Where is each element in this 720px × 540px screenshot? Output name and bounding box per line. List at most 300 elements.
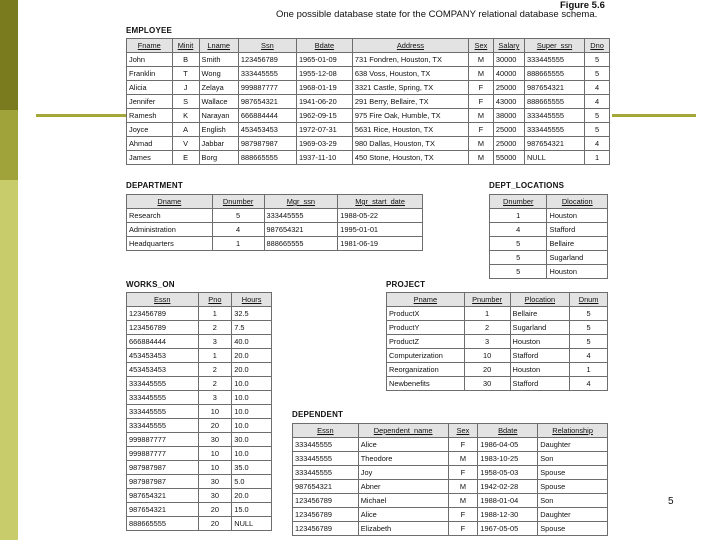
- table-cell: 4: [570, 349, 608, 363]
- column-header: Hours: [232, 293, 272, 307]
- table-cell: 333445555: [127, 419, 199, 433]
- table-cell: 5: [585, 53, 610, 67]
- table-cell: 987987987: [127, 475, 199, 489]
- table-cell: 123456789: [293, 494, 359, 508]
- table-cell: 30000: [493, 53, 524, 67]
- table-cell: Spouse: [538, 480, 608, 494]
- column-header: Relationship: [538, 424, 608, 438]
- table-cell: 1937-11-10: [296, 151, 352, 165]
- table-cell: Bellaire: [510, 307, 570, 321]
- table-cell: 1981-06-19: [338, 237, 423, 251]
- table-cell: Zelaya: [199, 81, 238, 95]
- dependent-header-row: [293, 424, 608, 438]
- table-cell: 10.0: [232, 391, 272, 405]
- table-cell: 123456789: [127, 307, 199, 321]
- table-cell: NULL: [524, 151, 584, 165]
- table-cell: 123456789: [293, 508, 359, 522]
- table-cell: 20: [198, 503, 232, 517]
- column-header: Bdate: [478, 424, 538, 438]
- table-cell: Sugarland: [510, 321, 570, 335]
- table-cell: 1: [464, 307, 510, 321]
- table-cell: 1988-05-22: [338, 209, 423, 223]
- column-header: Pno: [198, 293, 232, 307]
- table-row: [127, 391, 272, 405]
- table-row: [293, 508, 608, 522]
- table-cell: 987654321: [238, 95, 296, 109]
- table-cell: 1962-09-15: [296, 109, 352, 123]
- table-cell: 20.0: [232, 489, 272, 503]
- table-row: [293, 438, 608, 452]
- table-row: [127, 237, 423, 251]
- slide-side-bar-light: [0, 180, 18, 540]
- table-cell: 4: [570, 377, 608, 391]
- table-cell: 333445555: [293, 438, 359, 452]
- table-cell: Alice: [358, 438, 448, 452]
- table-row: [127, 53, 610, 67]
- table-cell: 333445555: [524, 109, 584, 123]
- table-cell: J: [172, 81, 199, 95]
- table-cell: 333445555: [238, 67, 296, 81]
- table-cell: Bellaire: [547, 237, 608, 251]
- table-cell: 15.0: [232, 503, 272, 517]
- table-cell: 5: [585, 109, 610, 123]
- table-cell: 10.0: [232, 405, 272, 419]
- table-cell: 453453453: [238, 123, 296, 137]
- table-cell: 4: [490, 223, 547, 237]
- table-cell: Narayan: [199, 109, 238, 123]
- table-cell: Administration: [127, 223, 213, 237]
- table-cell: 1: [585, 151, 610, 165]
- column-header: Dno: [585, 39, 610, 53]
- table-cell: 43000: [493, 95, 524, 109]
- table-cell: 30: [198, 433, 232, 447]
- table-cell: 38000: [493, 109, 524, 123]
- table-cell: Headquarters: [127, 237, 213, 251]
- table-cell: F: [448, 466, 478, 480]
- department-table: [126, 194, 423, 251]
- table-row: [293, 466, 608, 480]
- table-row: [387, 335, 608, 349]
- table-cell: 1968-01-19: [296, 81, 352, 95]
- slide-rule-left: [36, 114, 126, 117]
- table-cell: K: [172, 109, 199, 123]
- column-header: Dnumber: [490, 195, 547, 209]
- table-row: [490, 223, 608, 237]
- table-cell: Research: [127, 209, 213, 223]
- table-cell: Franklin: [127, 67, 173, 81]
- department-header-row: [127, 195, 423, 209]
- table-cell: 5: [585, 67, 610, 81]
- table-cell: M: [468, 53, 493, 67]
- table-row: [127, 447, 272, 461]
- table-cell: Reorganization: [387, 363, 465, 377]
- table-cell: Jabbar: [199, 137, 238, 151]
- table-cell: 999887777: [127, 433, 199, 447]
- column-header: Bdate: [296, 39, 352, 53]
- column-header: Dnumber: [212, 195, 264, 209]
- table-cell: Wong: [199, 67, 238, 81]
- table-cell: 10: [198, 405, 232, 419]
- table-cell: 333445555: [264, 209, 338, 223]
- slide-side-bar-accent: [0, 110, 18, 180]
- table-cell: 1965-01-09: [296, 53, 352, 67]
- table-cell: Stafford: [547, 223, 608, 237]
- table-cell: Ramesh: [127, 109, 173, 123]
- column-header: Sex: [468, 39, 493, 53]
- department-title: DEPARTMENT: [126, 181, 183, 190]
- table-cell: Spouse: [538, 466, 608, 480]
- column-header: Mgr_start_date: [338, 195, 423, 209]
- table-row: [293, 452, 608, 466]
- table-cell: 1942-02-28: [478, 480, 538, 494]
- column-header: Ssn: [238, 39, 296, 53]
- table-cell: 30: [198, 489, 232, 503]
- table-cell: James: [127, 151, 173, 165]
- employee-title: EMPLOYEE: [126, 26, 173, 35]
- table-cell: Son: [538, 494, 608, 508]
- table-cell: 1: [198, 349, 232, 363]
- table-cell: 291 Berry, Bellaire, TX: [352, 95, 468, 109]
- table-cell: 980 Dallas, Houston, TX: [352, 137, 468, 151]
- table-cell: 888665555: [524, 95, 584, 109]
- table-row: [127, 405, 272, 419]
- table-cell: 987654321: [293, 480, 359, 494]
- table-row: [387, 377, 608, 391]
- table-cell: S: [172, 95, 199, 109]
- table-cell: Wallace: [199, 95, 238, 109]
- table-cell: ProductZ: [387, 335, 465, 349]
- figure-caption: One possible database state for the COMPANY relational database schema.: [276, 9, 598, 20]
- table-row: [387, 363, 608, 377]
- table-cell: 123456789: [293, 522, 359, 536]
- table-cell: 666884444: [238, 109, 296, 123]
- table-cell: 987987987: [127, 461, 199, 475]
- table-cell: Borg: [199, 151, 238, 165]
- table-row: [127, 461, 272, 475]
- table-cell: 1969-03-29: [296, 137, 352, 151]
- project-title: PROJECT: [386, 280, 426, 289]
- table-cell: Theodore: [358, 452, 448, 466]
- table-cell: 4: [212, 223, 264, 237]
- table-cell: A: [172, 123, 199, 137]
- column-header: Dnum: [570, 293, 608, 307]
- table-cell: 987987987: [238, 137, 296, 151]
- table-cell: M: [448, 452, 478, 466]
- table-cell: 10: [198, 447, 232, 461]
- table-cell: T: [172, 67, 199, 81]
- table-cell: 25000: [493, 123, 524, 137]
- table-cell: 5: [490, 237, 547, 251]
- table-row: [387, 307, 608, 321]
- column-header: Dependent_name: [358, 424, 448, 438]
- table-cell: 333445555: [293, 452, 359, 466]
- table-row: [127, 363, 272, 377]
- table-row: [127, 95, 610, 109]
- table-cell: V: [172, 137, 199, 151]
- table-cell: 453453453: [127, 363, 199, 377]
- table-cell: 1988-12-30: [478, 508, 538, 522]
- table-cell: 333445555: [524, 123, 584, 137]
- table-cell: Joyce: [127, 123, 173, 137]
- table-cell: 1: [570, 363, 608, 377]
- column-header: Pnumber: [464, 293, 510, 307]
- table-cell: 10.0: [232, 377, 272, 391]
- table-cell: 20: [464, 363, 510, 377]
- table-cell: 2: [198, 363, 232, 377]
- table-row: [127, 489, 272, 503]
- table-cell: M: [468, 67, 493, 81]
- table-row: [127, 209, 423, 223]
- table-cell: John: [127, 53, 173, 67]
- table-row: [127, 517, 272, 531]
- table-row: [127, 335, 272, 349]
- table-cell: 1972-07-31: [296, 123, 352, 137]
- table-cell: 3: [198, 391, 232, 405]
- table-row: [490, 237, 608, 251]
- table-cell: 25000: [493, 81, 524, 95]
- table-cell: Daughter: [538, 508, 608, 522]
- column-header: Dlocation: [547, 195, 608, 209]
- table-cell: Ahmad: [127, 137, 173, 151]
- table-cell: Son: [538, 452, 608, 466]
- column-header: Essn: [293, 424, 359, 438]
- table-cell: 999887777: [127, 447, 199, 461]
- table-cell: 4: [585, 95, 610, 109]
- table-cell: 888665555: [524, 67, 584, 81]
- table-row: [127, 419, 272, 433]
- table-row: [293, 480, 608, 494]
- column-header: Essn: [127, 293, 199, 307]
- table-cell: M: [468, 109, 493, 123]
- table-cell: M: [468, 151, 493, 165]
- table-cell: 10: [464, 349, 510, 363]
- table-cell: 25000: [493, 137, 524, 151]
- dept-locations-title: DEPT_LOCATIONS: [489, 181, 565, 190]
- table-cell: 666884444: [127, 335, 199, 349]
- works-on-table: [126, 292, 272, 531]
- employee-header-row: [127, 39, 610, 53]
- column-header: Sex: [448, 424, 478, 438]
- table-cell: English: [199, 123, 238, 137]
- table-cell: Michael: [358, 494, 448, 508]
- table-cell: 5: [490, 251, 547, 265]
- table-cell: 40.0: [232, 335, 272, 349]
- table-row: [387, 321, 608, 335]
- table-cell: F: [448, 438, 478, 452]
- table-cell: 5: [570, 307, 608, 321]
- column-header: Lname: [199, 39, 238, 53]
- table-cell: 7.5: [232, 321, 272, 335]
- table-cell: 10: [198, 461, 232, 475]
- works-on-title: WORKS_ON: [126, 280, 175, 289]
- dependent-title: DEPENDENT: [292, 410, 344, 419]
- table-cell: 731 Fondren, Houston, TX: [352, 53, 468, 67]
- table-cell: Joy: [358, 466, 448, 480]
- page-number: 5: [668, 496, 674, 507]
- table-cell: 5631 Rice, Houston, TX: [352, 123, 468, 137]
- dependent-table: [292, 423, 608, 536]
- project-header-row: [387, 293, 608, 307]
- table-row: [490, 209, 608, 223]
- table-cell: 20: [198, 517, 232, 531]
- table-cell: Houston: [547, 265, 608, 279]
- table-cell: 987654321: [127, 503, 199, 517]
- table-cell: 987654321: [127, 489, 199, 503]
- table-cell: 638 Voss, Houston, TX: [352, 67, 468, 81]
- table-row: [127, 475, 272, 489]
- table-cell: 999887777: [238, 81, 296, 95]
- table-row: [127, 67, 610, 81]
- table-cell: 1986-04-05: [478, 438, 538, 452]
- table-row: [127, 377, 272, 391]
- table-cell: Jennifer: [127, 95, 173, 109]
- table-cell: 3321 Castle, Spring, TX: [352, 81, 468, 95]
- table-cell: 32.5: [232, 307, 272, 321]
- dept-locations-table: [489, 194, 608, 279]
- table-row: [127, 307, 272, 321]
- table-cell: 450 Stone, Houston, TX: [352, 151, 468, 165]
- table-cell: 30.0: [232, 433, 272, 447]
- table-row: [127, 321, 272, 335]
- table-cell: F: [468, 123, 493, 137]
- table-cell: 333445555: [524, 53, 584, 67]
- table-row: [387, 349, 608, 363]
- table-cell: 40000: [493, 67, 524, 81]
- table-cell: NULL: [232, 517, 272, 531]
- table-row: [127, 223, 423, 237]
- table-cell: 1: [212, 237, 264, 251]
- column-header: Fname: [127, 39, 173, 53]
- table-cell: 123456789: [238, 53, 296, 67]
- table-cell: 3: [198, 335, 232, 349]
- table-cell: 4: [585, 81, 610, 95]
- table-cell: 5.0: [232, 475, 272, 489]
- table-row: [127, 81, 610, 95]
- table-row: [127, 109, 610, 123]
- table-row: [293, 522, 608, 536]
- table-cell: 2: [198, 321, 232, 335]
- column-header: Plocation: [510, 293, 570, 307]
- table-cell: ProductY: [387, 321, 465, 335]
- table-cell: Stafford: [510, 349, 570, 363]
- table-row: [490, 265, 608, 279]
- table-cell: Abner: [358, 480, 448, 494]
- table-cell: 888665555: [264, 237, 338, 251]
- table-cell: F: [468, 95, 493, 109]
- table-cell: 20.0: [232, 349, 272, 363]
- table-cell: 30: [198, 475, 232, 489]
- table-cell: Stafford: [510, 377, 570, 391]
- table-cell: 987654321: [524, 137, 584, 151]
- table-cell: 5: [585, 123, 610, 137]
- table-row: [490, 251, 608, 265]
- slide-rule-right: [612, 114, 696, 117]
- table-cell: 888665555: [127, 517, 199, 531]
- column-header: Salary: [493, 39, 524, 53]
- table-cell: 333445555: [127, 391, 199, 405]
- table-cell: F: [448, 522, 478, 536]
- column-header: Dname: [127, 195, 213, 209]
- dept-locations-header-row: [490, 195, 608, 209]
- table-cell: Sugarland: [547, 251, 608, 265]
- table-cell: 1: [490, 209, 547, 223]
- table-cell: 1995-01-01: [338, 223, 423, 237]
- table-cell: Computerization: [387, 349, 465, 363]
- table-row: [127, 503, 272, 517]
- figure-number: Figure 5.6: [560, 0, 605, 11]
- table-cell: Spouse: [538, 522, 608, 536]
- table-cell: Daughter: [538, 438, 608, 452]
- table-cell: Houston: [510, 363, 570, 377]
- table-cell: Smith: [199, 53, 238, 67]
- table-cell: 975 Fire Oak, Humble, TX: [352, 109, 468, 123]
- table-cell: 10.0: [232, 447, 272, 461]
- table-cell: Alicia: [127, 81, 173, 95]
- table-row: [127, 123, 610, 137]
- table-cell: 20.0: [232, 363, 272, 377]
- table-row: [127, 349, 272, 363]
- employee-table: [126, 38, 610, 165]
- table-cell: Houston: [510, 335, 570, 349]
- table-cell: 1941-06-20: [296, 95, 352, 109]
- table-cell: 5: [212, 209, 264, 223]
- table-row: [127, 151, 610, 165]
- table-cell: F: [468, 81, 493, 95]
- table-cell: Newbenefits: [387, 377, 465, 391]
- table-cell: B: [172, 53, 199, 67]
- table-cell: 123456789: [127, 321, 199, 335]
- column-header: Minit: [172, 39, 199, 53]
- table-cell: 3: [464, 335, 510, 349]
- table-cell: 1967-05-05: [478, 522, 538, 536]
- table-row: [293, 494, 608, 508]
- table-cell: 5: [570, 335, 608, 349]
- table-cell: E: [172, 151, 199, 165]
- project-table: [386, 292, 608, 391]
- table-cell: 333445555: [127, 377, 199, 391]
- table-cell: 20: [198, 419, 232, 433]
- table-cell: 55000: [493, 151, 524, 165]
- table-cell: 888665555: [238, 151, 296, 165]
- column-header: Mgr_ssn: [264, 195, 338, 209]
- table-cell: ProductX: [387, 307, 465, 321]
- table-cell: 35.0: [232, 461, 272, 475]
- table-cell: F: [448, 508, 478, 522]
- works-on-header-row: [127, 293, 272, 307]
- table-cell: 333445555: [293, 466, 359, 480]
- table-cell: 1983-10-25: [478, 452, 538, 466]
- table-cell: 987654321: [264, 223, 338, 237]
- table-row: [127, 433, 272, 447]
- table-cell: 1: [198, 307, 232, 321]
- table-cell: Elizabeth: [358, 522, 448, 536]
- column-header: Super_ssn: [524, 39, 584, 53]
- column-header: Address: [352, 39, 468, 53]
- table-cell: M: [448, 480, 478, 494]
- table-cell: 1958-05-03: [478, 466, 538, 480]
- table-cell: 30: [464, 377, 510, 391]
- table-cell: 453453453: [127, 349, 199, 363]
- table-cell: Houston: [547, 209, 608, 223]
- table-cell: 1988-01-04: [478, 494, 538, 508]
- column-header: Pname: [387, 293, 465, 307]
- table-cell: 5: [490, 265, 547, 279]
- table-cell: 2: [198, 377, 232, 391]
- table-cell: 333445555: [127, 405, 199, 419]
- table-cell: 10.0: [232, 419, 272, 433]
- table-row: [127, 137, 610, 151]
- table-cell: M: [468, 137, 493, 151]
